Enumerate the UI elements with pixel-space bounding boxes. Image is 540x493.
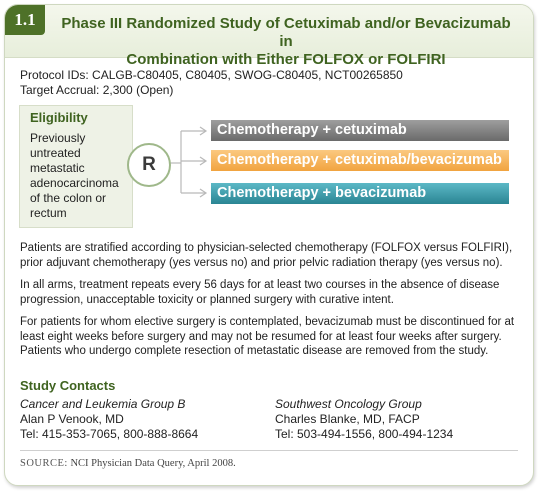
treatment-paragraph: In all arms, treatment repeats every 56 days for at least two courses in the absence of disease progression, unacceptable toxicity or planned surgery with curative intent. (20, 279, 500, 306)
eligibility-line: metastatic (30, 161, 85, 175)
contact-name: Alan P Venook, MD (20, 412, 124, 426)
source-text: NCI Physician Data Query, April 2008. (70, 458, 236, 469)
protocol-ids: Protocol IDs: CALGB-C80405, C80405, SWOG-C80405, NCT00265850 (20, 68, 403, 82)
contact-name: Charles Blanke, MD, FACP (275, 412, 420, 426)
eligibility-line: adenocarcinoma (30, 176, 119, 190)
contact-org: Cancer and Leukemia Group B (20, 397, 186, 411)
stratification-paragraph: Patients are stratified according to physician-selected chemotherapy (FOLFOX versus FOLFIRI), prior adjuvant chemotherapy (yes versus no) and prior pelvic radiation therapy (yes versus no). (20, 242, 513, 269)
eligibility-line: of the colon or (30, 191, 107, 205)
eligibility-line: untreated (30, 146, 81, 160)
surgery-paragraph: For patients for whom elective surgery is contemplated, bevacizumab must be discontinued for at least eight weeks before surgery and may not be resumed for at least four weeks after surgery. Patients who undergo complete resection of metastatic disease are removed from the study. (20, 316, 515, 357)
randomization-node: R (127, 143, 171, 187)
contact-phone: Tel: 503-494-1556, 800-494-1234 (275, 427, 454, 441)
contact-calgb (20, 397, 198, 442)
figure-title-line-1: Phase III Randomized Study of Cetuximab and/or Bevacizumab in (61, 15, 511, 50)
source-note (20, 458, 236, 469)
eligibility-heading: Eligibility (30, 110, 88, 125)
figure-card (4, 4, 534, 486)
figure-title-line-2: Combination with Either FOLFOX or FOLFIRI (126, 51, 446, 68)
target-accrual: Target Accrual: 2,300 (Open) (20, 83, 174, 97)
source-label: SOURCE: (20, 458, 68, 469)
eligibility-line: Previously (30, 131, 86, 145)
study-contacts-heading: Study Contacts (20, 378, 116, 393)
contact-phone: Tel: 415-353-7065, 800-888-8664 (20, 427, 199, 441)
contact-swog (275, 397, 453, 442)
arm-cetuximab: Chemotherapy + cetuximab (211, 120, 509, 141)
arm-cetuximab-bevacizumab: Chemotherapy + cetuximab/bevacizumab (211, 150, 509, 171)
arm-bevacizumab: Chemotherapy + bevacizumab (211, 183, 509, 204)
source-divider (20, 450, 518, 451)
eligibility-line: rectum (30, 206, 67, 220)
figure-number-badge: 1.1 (5, 5, 45, 35)
contact-org: Southwest Oncology Group (275, 397, 422, 411)
